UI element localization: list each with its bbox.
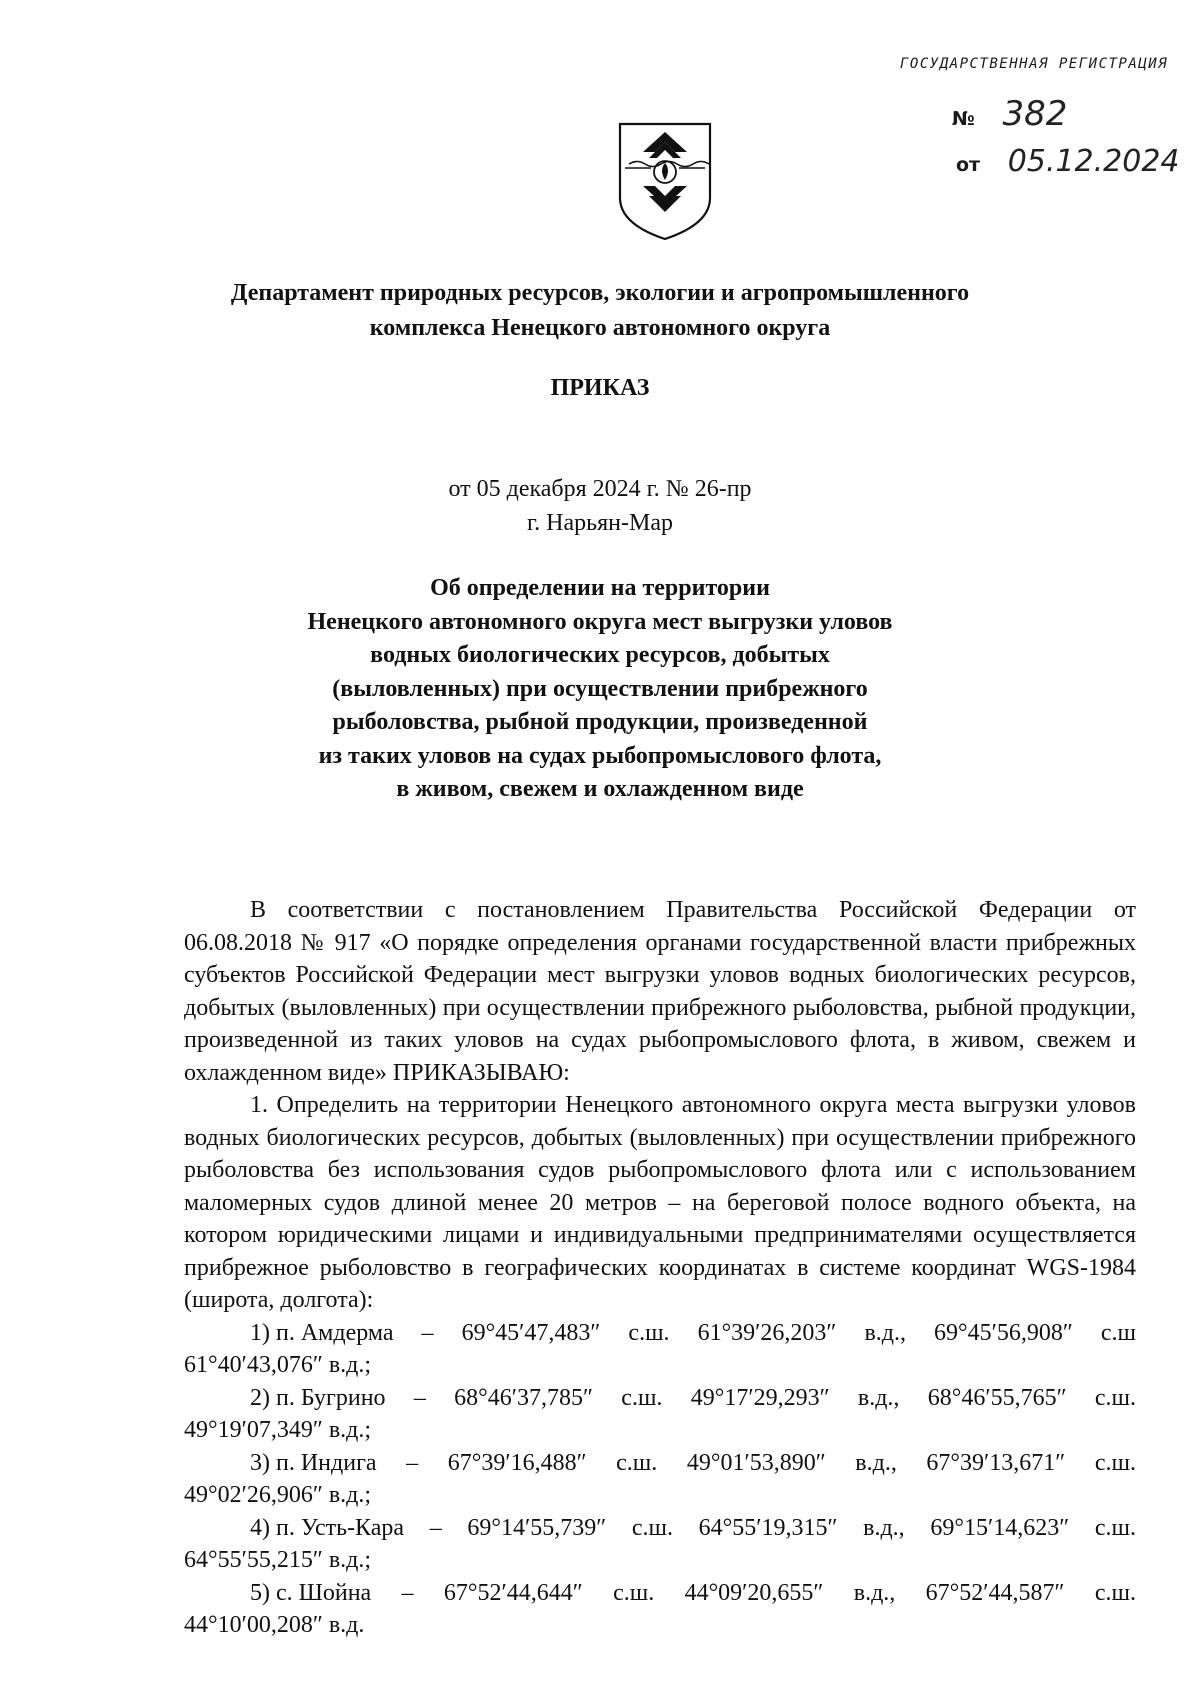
department-line-2: комплекса Ненецкого автономного округа (369, 315, 831, 341)
subject-line: водных биологических ресурсов, добытых (370, 642, 830, 668)
location-coordinates-line: 2) п. Бугрино – 68°46′37,785″ с.ш. 49°17′29,293″ в.д., 68°46′55,765″ с.ш. (250, 1384, 1136, 1411)
document-city: г. Нарьян-Мар (527, 510, 673, 536)
subject-line: в живом, свежем и охлажденном виде (396, 776, 804, 802)
stamp-header: ГОСУДАРСТВЕННАЯ РЕГИСТРАЦИЯ (900, 56, 1169, 72)
location-item (184, 1382, 1136, 1447)
stamp-number-label: № (952, 108, 975, 130)
stamp-date-row (956, 144, 1180, 179)
document-date-number: от 05 декабря 2024 г. № 26-пр (448, 476, 752, 502)
preamble-paragraph: В соответствии с постановлением Правительства Российской Федерации от 06.08.2018 № 917 «О порядке определения органами государственной власти прибрежных субъектов Российской Федерации мест выгрузки уловов водных биологических ресурсов, добытых (выловленных) при осуществлении прибрежного рыболовства, рыбной продукции, произведенной из таких уловов на судах рыбопромыслового флота, в живом, свежем и охлажденном виде» ПРИКАЗЫВАЮ: (184, 897, 1136, 1086)
subject-line: рыболовства, рыбной продукции, произведенной (332, 709, 868, 735)
document-type: ПРИКАЗ (550, 375, 650, 401)
subject-line: (выловленных) при осуществлении прибрежного (332, 675, 868, 702)
nenets-okrug-coat-of-arms-icon (615, 120, 715, 242)
document-subject (0, 572, 1200, 807)
location-item (184, 1447, 1136, 1512)
document-body (184, 894, 1136, 1642)
location-coordinates-line: 1) п. Амдерма – 69°45′47,483″ с.ш. 61°39′26,203″ в.д., 69°45′56,908″ с.ш (250, 1319, 1136, 1346)
location-item (184, 1577, 1136, 1642)
location-coordinates-continuation: 44°10′00,208″ в.д. (184, 1612, 365, 1638)
item-1-paragraph: 1. Определить на территории Ненецкого автономного округа места выгрузки уловов водных биологических ресурсов, добытых (выловленных) при осуществлении прибрежного рыболовства без использования судов рыбопромыслового флота или с использованием маломерных судов длиной менее 20 метров – на береговой полосе водного объекта, на котором юридическими лицами и индивидуальными предпринимателями осуществляется прибрежное рыболовство в географических координатах в системе координат WGS-1984 (широта, долгота): (184, 1092, 1136, 1313)
location-coordinates-continuation: 61°40′43,076″ в.д.; (184, 1352, 372, 1378)
document-date-block (0, 472, 1200, 540)
location-item (184, 1317, 1136, 1382)
location-coordinates-line: 4) п. Усть-Кара – 69°14′55,739″ с.ш. 64°55′19,315″ в.д., 69°15′14,623″ с.ш. (250, 1514, 1136, 1541)
stamp-date-value: 05.12.2024 (1007, 144, 1180, 179)
location-coordinates-line: 3) п. Индига – 67°39′16,488″ с.ш. 49°01′53,890″ в.д., 67°39′13,671″ с.ш. (250, 1449, 1136, 1476)
department-line-1: Департамент природных ресурсов, экологии и агропромышленного (230, 280, 970, 306)
stamp-date-label: от (956, 154, 981, 176)
subject-line: из таких уловов на судах рыбопромыслового флота, (318, 742, 882, 769)
location-coordinates-continuation: 49°02′26,906″ в.д.; (184, 1482, 372, 1508)
department-header (0, 276, 1200, 346)
stamp-number-row (952, 94, 1067, 134)
subject-line: Об определении на территории (430, 575, 770, 601)
subject-line: Ненецкого автономного округа мест выгрузки уловов (307, 608, 893, 635)
location-coordinates-continuation: 64°55′55,215″ в.д.; (184, 1547, 372, 1573)
location-coordinates-continuation: 49°19′07,349″ в.д.; (184, 1417, 372, 1443)
stamp-number-value: 382 (1002, 94, 1068, 134)
location-coordinates-line: 5) с. Шойна – 67°52′44,644″ с.ш. 44°09′20,655″ в.д., 67°52′44,587″ с.ш. (250, 1579, 1136, 1606)
location-item (184, 1512, 1136, 1577)
